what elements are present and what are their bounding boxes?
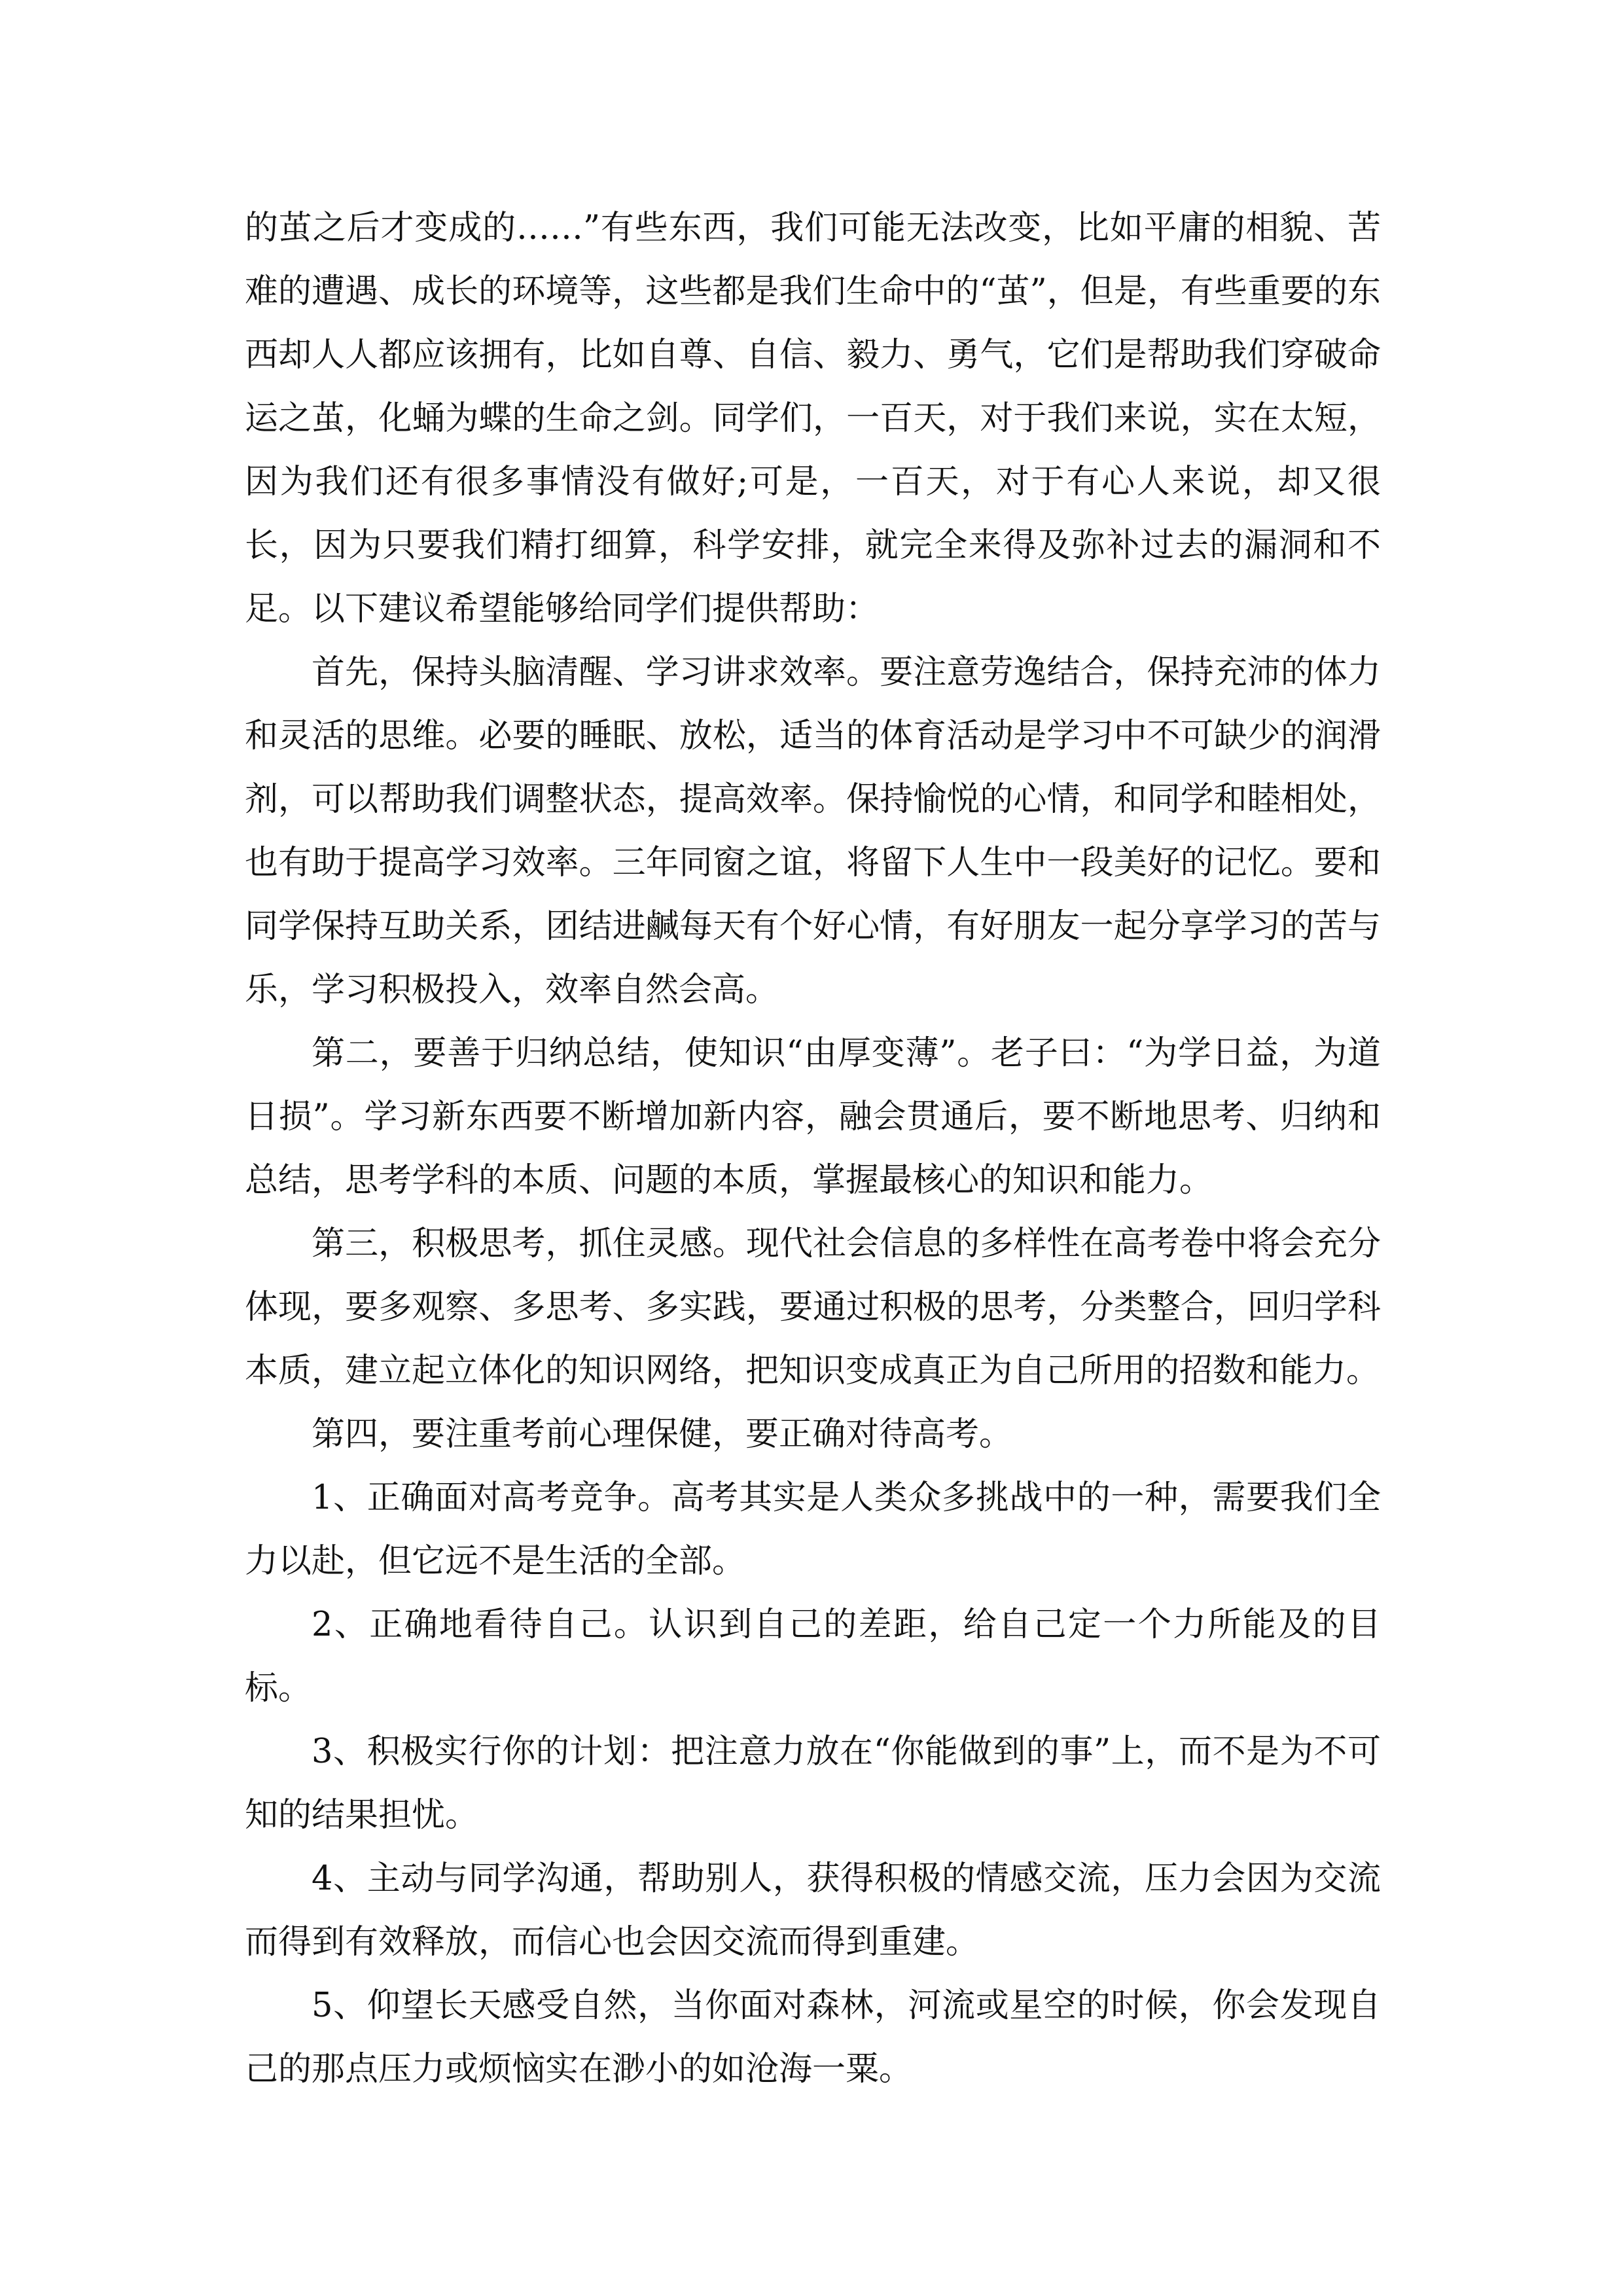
paragraph-continued: 的茧之后才变成的……”有些东西，我们可能无法改变，比如平庸的相貌、苦难的遭遇、成长的环境等，这些都是我们生命中的“茧”，但是，有些重要的东西却人人都应该拥有，比如自尊、自信、毅力、勇气，它们是帮助我们穿破命运之茧，化蛹为蝶的生命之剑。同学们，一百天，对于我们来说，实在太短，因为我们还有很多事情没有做好;可是，一百天，对于有心人来说，却又很长，因为只要我们精打细算，科学安排，就完全来得及弥补过去的漏洞和不足。以下建议希望能够给同学们提供帮助： bbox=[245, 209, 1381, 628]
paragraph-third-advice: 第三，积极思考，抓住灵感。现代社会信息的多样性在高考卷中将会充分体现，要多观察、多思考、多实践，要通过积极的思考，分类整合，回归学科本质，建立起立体化的知识网络，把知识变成真正为自己所用的招数和能力。 bbox=[245, 1225, 1381, 1390]
list-item-3: 3、积极实行你的计划：把注意力放在“你能做到的事”上，而不是为不可知的结果担忧。 bbox=[245, 1732, 1381, 1835]
paragraph-second-advice: 第二，要善于归纳总结，使知识“由厚变薄”。老子曰：“为学日益，为道日损”。学习新东西要不断增加新内容，融会贯通后，要不断地思考、归纳和总结，思考学科的本质、问题的本质，掌握最核心的知识和能力。 bbox=[245, 1034, 1381, 1200]
list-item-2: 2、正确地看待自己。认识到自己的差距，给自己定一个力所能及的目标。 bbox=[245, 1605, 1381, 1708]
list-item-1: 1、正确面对高考竞争。高考其实是人类众多挑战中的一种，需要我们全力以赴，但它远不是生活的全部。 bbox=[245, 1479, 1381, 1581]
list-item-5: 5、仰望长天感受自然，当你面对森林，河流或星空的时候，你会发现自己的那点压力或烦恼实在渺小的如沧海一粟。 bbox=[245, 1986, 1381, 2089]
list-item-4: 4、主动与同学沟通，帮助别人，获得积极的情感交流，压力会因为交流而得到有效释放，而信心也会因交流而得到重建。 bbox=[245, 1859, 1381, 1962]
paragraph-fourth-advice: 第四，要注重考前心理保健，要正确对待高考。 bbox=[312, 1415, 1013, 1454]
paragraph-first-advice: 首先，保持头脑清醒、学习讲求效率。要注意劳逸结合，保持充沛的体力和灵活的思维。必要的睡眠、放松，适当的体育活动是学习中不可缺少的润滑剂，可以帮助我们调整状态，提高效率。保持愉悦的心情，和同学和睦相处，也有助于提高学习效率。三年同窗之谊，将留下人生中一段美好的记忆。要和同学保持互助关系，团结进鹹每天有个好心情，有好朋友一起分享学习的苦与乐，学习积极投入，效率自然会高。 bbox=[245, 653, 1381, 1009]
document-body bbox=[245, 196, 1381, 2101]
